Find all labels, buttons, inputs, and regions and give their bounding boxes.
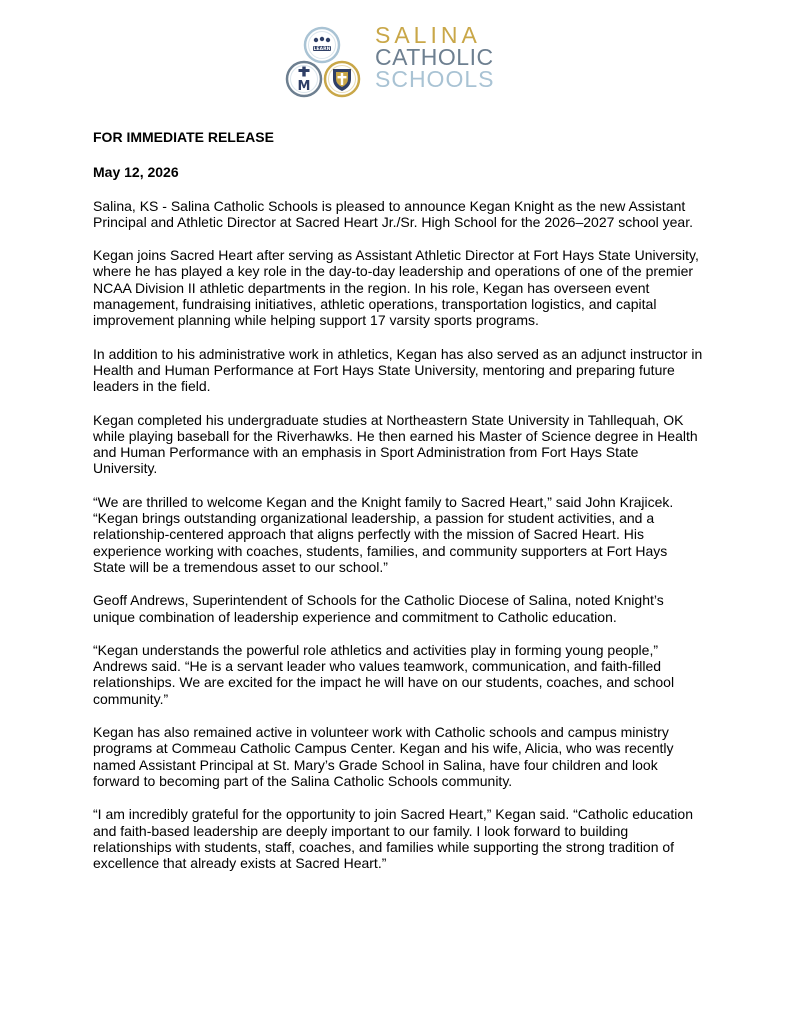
release-date: May 12, 2026 <box>93 164 179 181</box>
learn-badge-label: LEARN <box>313 47 331 52</box>
paragraph-andrews-intro: Geoff Andrews, Superintendent of Schools for the Catholic Diocese of Salina, noted Knight’s unique combination of leadership experience and commitment to Catholic education. <box>93 592 664 625</box>
shield-crest-badge-icon <box>325 62 359 96</box>
release-label: FOR IMMEDIATE RELEASE <box>93 129 274 145</box>
paragraph-adjunct: In addition to his administrative work in athletics, Kegan has also served as an adjunct instructor in Health and Human Performance at Fort Hays State University, mentoring and preparing future leaders in the field. <box>93 345 703 395</box>
salina-catholic-schools-wordmark <box>375 24 494 90</box>
paragraph-krajicek-quote: “We are thrilled to welcome Kegan and the Knight family to Sacred Heart,” said John Krajicek. “Kegan brings outstanding organizational leadership, a passion for student activities, and a relationship-centered approach that aligns perfectly with the mission of Sacred Heart. His experience working with coaches, students, families, and community supporters at Fort Hays State will be a tremendous asset to our school.” <box>93 493 674 575</box>
cross-m-badge-icon <box>287 62 321 96</box>
paragraph-andrews-quote: “Kegan understands the powerful role athletics and activities play in forming young people,” Andrews said. “He is a servant leader who values teamwork, communication, and faith-filled relationships. We are excited for the impact he will have on our students, coaches, and school community.” <box>93 641 675 707</box>
paragraph-announcement: Salina, KS - Salina Catholic Schools is pleased to announce Kegan Knight as the new Assistant Principal and Athletic Director at Sacred Heart Jr./Sr. High School for the 2026–2027 school year. <box>93 197 693 230</box>
paragraph-kegan-quote: “I am incredibly grateful for the opportunity to join Sacred Heart,” Kegan said. “Catholic education and faith-based leadership are deeply important to our family. I look forward to building relationships with students, staff, coaches, and families while supporting the strong tradition of excellence that already exists at Sacred Heart.” <box>93 806 693 872</box>
paragraph-background: Kegan joins Sacred Heart after serving as Assistant Athletic Director at Fort Hays State University, where he has played a key role in the day-to-day leadership and operations of one of the premier NCAA Division II athletic departments in the region. In his role, Kegan has overseen event management, fundraising initiatives, athletic operations, transportation logistics, and capital improvement planning while helping support 17 varsity sports programs. <box>93 247 699 329</box>
learn-badge-icon <box>305 28 339 62</box>
wordmark-line-schools: SCHOOLS <box>375 66 495 92</box>
release-body <box>93 129 703 871</box>
wordmark-line-catholic: CATHOLIC <box>375 44 494 70</box>
paragraph-education: Kegan completed his undergraduate studies at Northeastern State University in Tahllequah, OK while playing baseball for the Riverhawks. He then earned his Master of Science degree in Health and Human Performance with an emphasis in Sport Administration from Fort Hays State University. <box>93 411 698 477</box>
paragraph-volunteer-family: Kegan has also remained active in volunteer work with Catholic schools and campus ministry programs at Commeau Catholic Campus Center. Kegan and his wife, Alicia, who was recently named Assistant Principal at St. Mary’s Grade School in Salina, have four children and look forward to becoming part of the Salina Catholic Schools community. <box>93 724 674 789</box>
m-badge-letter: M <box>297 79 311 94</box>
wordmark-line-salina: SALINA <box>375 22 481 48</box>
